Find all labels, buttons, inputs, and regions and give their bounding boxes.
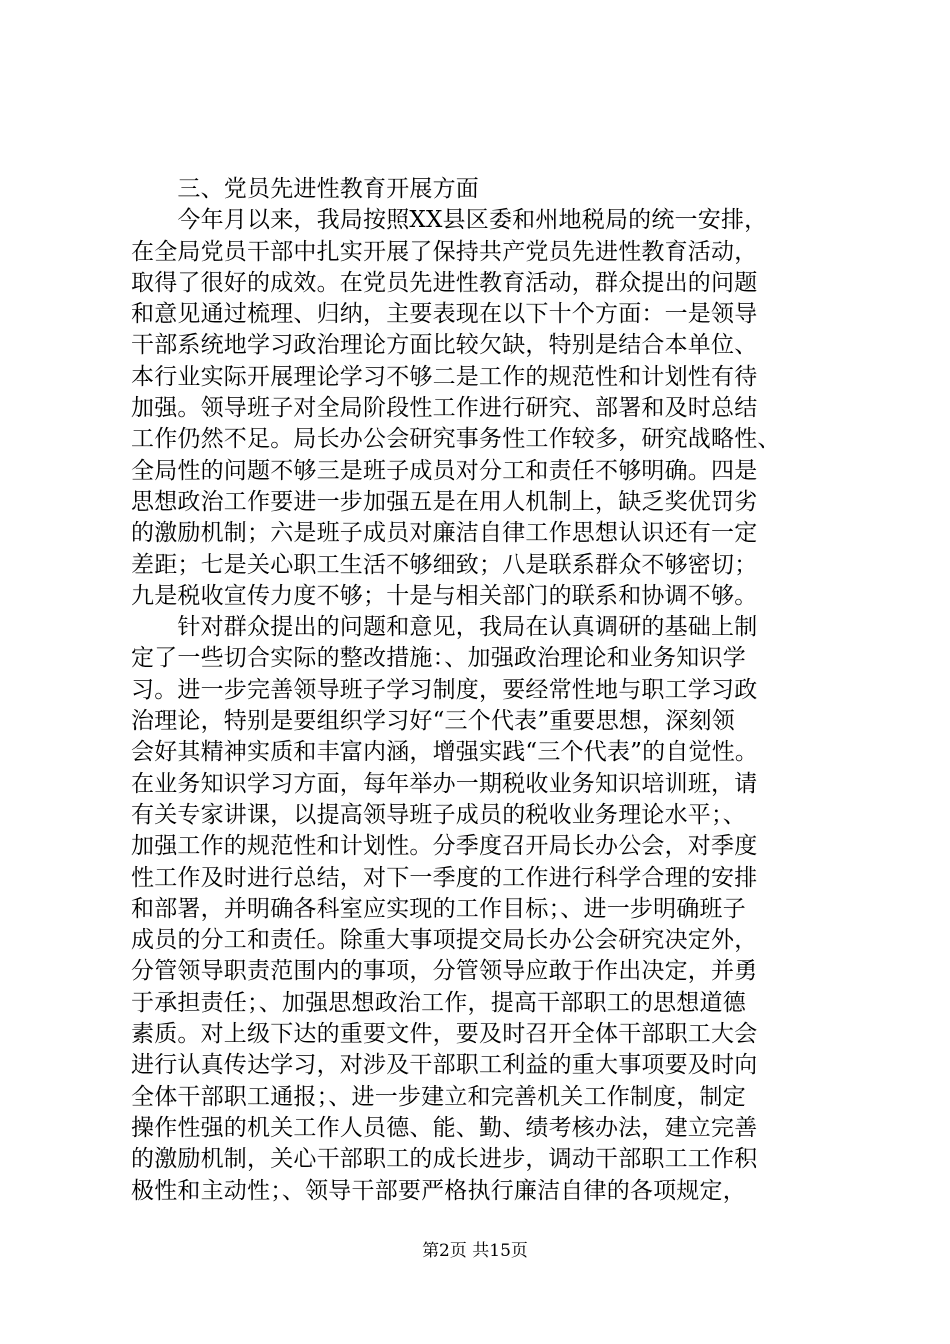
text-line: 的激励机制，关心干部职工的成长进步，调动干部职工工作积 [131,1146,758,1173]
text-line: 会好其精神实质和丰富内涵，增强实践“三个代表”的自觉性。 [131,739,759,766]
text-line: 性工作及时进行总结，对下一季度的工作进行科学合理的安排 [131,864,758,891]
text-line: 今年月以来，我局按照XX县区委和州地税局的统一安排， [131,207,768,234]
text-line: 定了一些切合实际的整改措施：、加强政治理论和业务知识学 [131,645,746,672]
text-line: 三、党员先进性教育开展方面 [131,176,479,202]
text-line: 加强工作的规范性和计划性。分季度召开局长办公会，对季度 [131,833,758,860]
text-line: 分管领导职责范围内的事项，分管领导应敢于作出决定，并勇 [131,958,758,985]
text-line: 和意见通过梳理、归纳，主要表现在以下十个方面：一是领导 [131,301,758,328]
text-line: 干部系统地学习政治理论方面比较欠缺，特别是结合本单位、 [131,332,758,359]
text-line: 成员的分工和责任。除重大事项提交局长办公会研究决定外， [131,927,758,954]
text-line: 极性和主动性；、领导干部要严格执行廉洁自律的各项规定， [131,1177,746,1204]
text-line: 习。进一步完善领导班子学习制度，要经常性地与职工学习政 [131,676,758,703]
text-line: 进行认真传达学习，对涉及干部职工利益的重大事项要及时向 [131,1052,758,1079]
text-line: 全体干部职工通报；、进一步建立和完善机关工作制度，制定 [131,1083,746,1110]
text-line: 素质。对上级下达的重要文件，要及时召开全体干部职工大会 [131,1021,758,1048]
text-line: 于承担责任；、加强思想政治工作，提高干部职工的思想道德 [131,989,746,1016]
text-line: 思想政治工作要进一步加强五是在用人机制上，缺乏奖优罚劣 [131,488,758,515]
text-line: 的激励机制；六是班子成员对廉洁自律工作思想认识还有一定 [131,520,758,547]
text-line: 在业务知识学习方面，每年举办一期税收业务知识培训班，请 [131,770,758,797]
document-body [131,174,831,1207]
text-line: 操作性强的机关工作人员德、能、勤、绩考核办法，建立完善 [131,1114,758,1141]
page-footer: 第2页 共15页 [422,1241,528,1261]
text-line: 加强。领导班子对全局阶段性工作进行研究、部署和及时总结 [131,395,758,422]
text-line: 本行业实际开展理论学习不够二是工作的规范性和计划性有待 [131,363,758,390]
text-line: 九是税收宣传力度不够；十是与相关部门的联系和协调不够。 [131,582,758,609]
text-line: 差距；七是关心职工生活不够细致；八是联系群众不够密切； [131,551,758,578]
text-line: 取得了很好的成效。在党员先进性教育活动，群众提出的问题 [131,269,758,296]
text-line: 工作仍然不足。局长办公会研究事务性工作较多，研究战略性、 [131,426,781,453]
text-line: 全局性的问题不够三是班子成员对分工和责任不够明确。四是 [131,457,758,484]
text-line: 治理论，特别是要组织学习好“三个代表”重要思想，深刻领 [131,708,735,735]
text-line: 在全局党员干部中扎实开展了保持共产党员先进性教育活动， [131,238,758,265]
text-line: 针对群众提出的问题和意见，我局在认真调研的基础上制 [131,614,758,641]
text-line: 有关专家讲课，以提高领导班子成员的税收业务理论水平；、 [131,801,746,828]
text-line: 和部署，并明确各科室应实现的工作目标；、进一步明确班子 [131,895,746,922]
